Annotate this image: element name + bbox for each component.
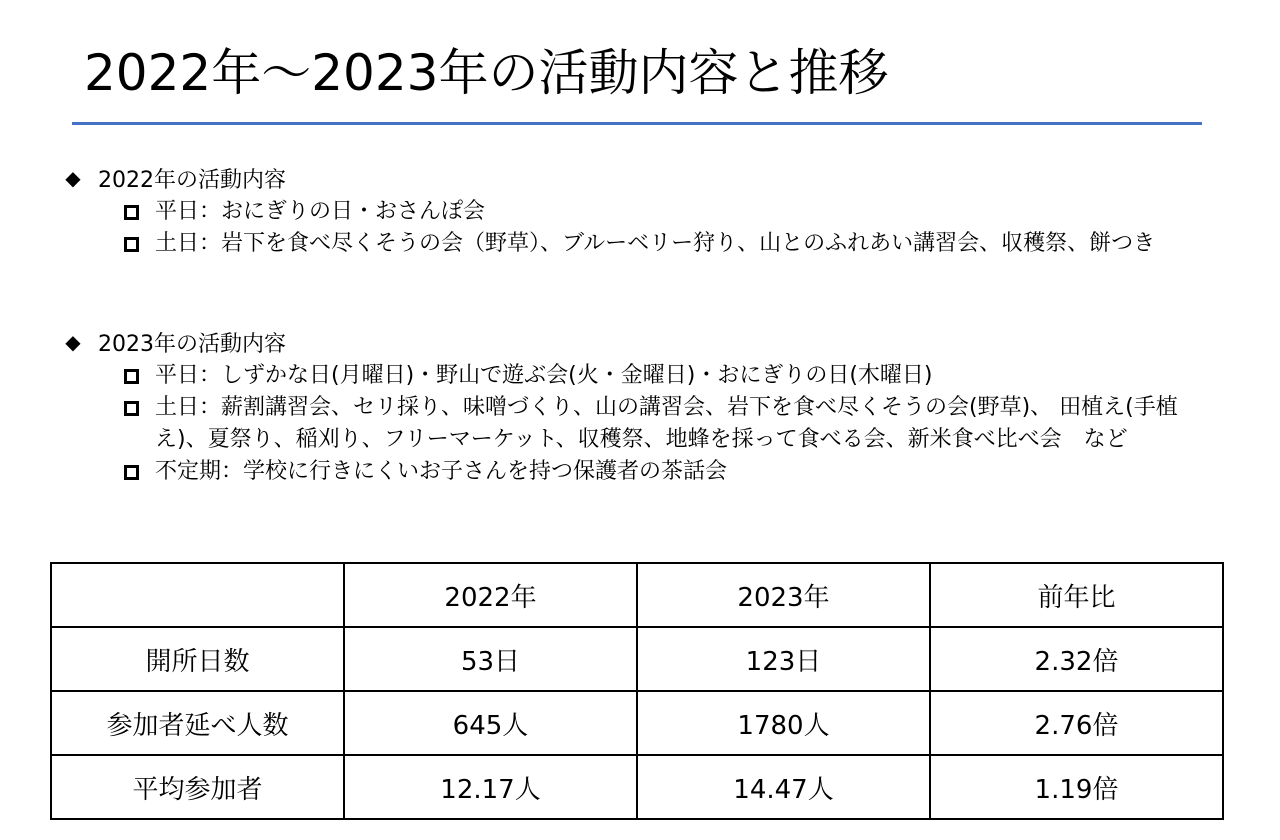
diamond-bullet-icon: ◆ [65, 330, 81, 354]
square-bullet-icon [124, 237, 139, 252]
comparison-table [50, 562, 1224, 820]
title-underline [72, 122, 1202, 125]
table-header-row [51, 563, 1223, 627]
table-cell: 123日 [637, 627, 930, 691]
section-heading: 2022年の活動内容 [98, 167, 286, 193]
table-cell: 12.17人 [344, 755, 637, 819]
table-header-cell: 2022年 [344, 563, 637, 627]
table-row [51, 691, 1223, 755]
table-cell: 1.19倍 [930, 755, 1223, 819]
section-heading-row [62, 324, 1232, 360]
section-heading: 2023年の活動内容 [98, 331, 286, 357]
list-item [62, 392, 1232, 456]
list-item [62, 196, 1232, 228]
row-label: 参加者延べ人数 [51, 691, 344, 755]
list-item-text: 平日：しずかな日(月曜日)・野山で遊ぶ会(火・金曜日)・おにぎりの日(木曜日) [155, 363, 933, 388]
table-cell: 645人 [344, 691, 637, 755]
section-2022-activities [62, 160, 1232, 260]
square-bullet-icon [124, 369, 139, 384]
table-row [51, 755, 1223, 819]
table-cell: 14.47人 [637, 755, 930, 819]
list-item-text: 土日：薪割講習会、セリ採り、味噌づくり、山の講習会、岩下を食べ尽くそうの会(野草)、 田植え(手植え)、夏祭り、稲刈り、フリーマーケット、収穫祭、地蜂を採って食べる会、新米食べ比べ会 など [155, 395, 1178, 452]
table-cell: 53日 [344, 627, 637, 691]
table-header-cell [51, 563, 344, 627]
table-header-cell: 2023年 [637, 563, 930, 627]
square-bullet-icon [124, 205, 139, 220]
table-cell: 1780人 [637, 691, 930, 755]
table-cell: 2.32倍 [930, 627, 1223, 691]
square-bullet-icon [124, 465, 139, 480]
table-header-cell: 前年比 [930, 563, 1223, 627]
square-bullet-icon [124, 401, 139, 416]
list-item-text: 土日：岩下を食べ尽くそうの会（野草）、ブルーベリー狩り、山とのふれあい講習会、収穫祭、餅つき [155, 231, 1156, 256]
list-item [62, 456, 1232, 488]
section-heading-row [62, 160, 1232, 196]
section-2023-activities [62, 324, 1232, 488]
row-label: 平均参加者 [51, 755, 344, 819]
list-item-text: 平日：おにぎりの日・おさんぽ会 [155, 199, 486, 224]
list-item [62, 360, 1232, 392]
row-label: 開所日数 [51, 627, 344, 691]
list-item-text: 不定期：学校に行きにくいお子さんを持つ保護者の茶話会 [155, 459, 728, 484]
table-row [51, 627, 1223, 691]
list-item [62, 228, 1232, 260]
page-title: 2022年～2023年の活動内容と推移 [84, 44, 889, 102]
table-cell: 2.76倍 [930, 691, 1223, 755]
diamond-bullet-icon: ◆ [65, 166, 81, 190]
